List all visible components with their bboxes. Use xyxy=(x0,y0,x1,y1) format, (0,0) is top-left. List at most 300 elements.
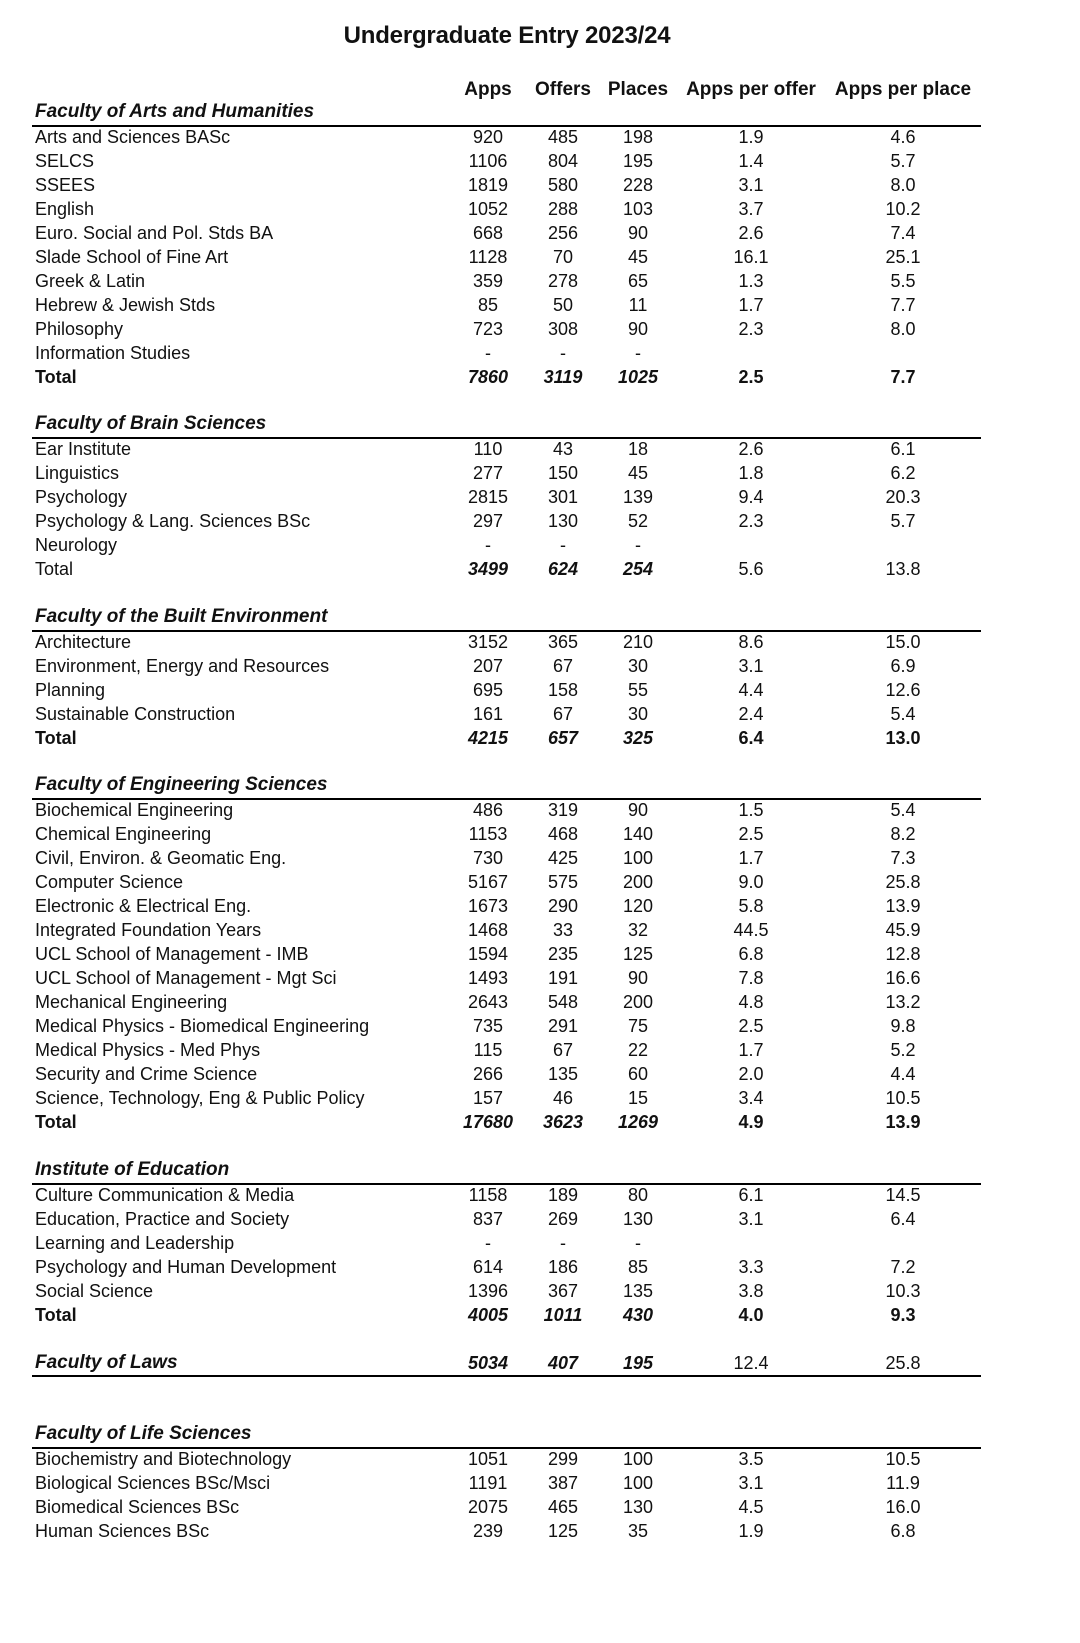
cell-apps-per-place: 7.7 xyxy=(890,367,916,387)
cell-apps-per-place: 11.9 xyxy=(886,1473,920,1493)
cell-apps-per-place: 7.4 xyxy=(890,223,916,243)
cell-places: - xyxy=(635,1233,641,1253)
cell-apps: 486 xyxy=(472,800,504,820)
cell-apps-per-place: 25.8 xyxy=(885,1353,921,1373)
cell-apps-per-offer: 4.0 xyxy=(738,1305,764,1325)
table-row xyxy=(0,317,1080,341)
cell-offers: 186 xyxy=(547,1257,579,1277)
cell-places: 254 xyxy=(622,559,654,579)
table-row xyxy=(0,1183,1080,1207)
cell-places: 32 xyxy=(627,920,649,940)
table-row xyxy=(0,654,1080,678)
cell-apps-per-place: 25.8 xyxy=(885,872,921,892)
section-title: Faculty of the Built Environment xyxy=(35,606,328,627)
cell-apps: 359 xyxy=(472,271,504,291)
total-row xyxy=(0,365,1080,389)
row-label: Planning xyxy=(35,680,106,700)
cell-apps: 695 xyxy=(472,680,504,700)
cell-apps-per-place: 13.8 xyxy=(885,559,921,579)
cell-places: 195 xyxy=(622,151,654,171)
cell-apps: - xyxy=(485,1233,491,1253)
cell-apps-per-place: 8.2 xyxy=(890,824,916,844)
row-label: Total xyxy=(35,728,77,748)
cell-apps-per-place: 13.9 xyxy=(885,1112,921,1132)
cell-offers: 150 xyxy=(547,463,579,483)
cell-offers: 407 xyxy=(547,1353,579,1373)
cell-apps: 2815 xyxy=(467,487,509,507)
table-row xyxy=(0,293,1080,317)
cell-places: 11 xyxy=(628,295,648,315)
cell-offers: 43 xyxy=(552,439,574,459)
cell-offers: 125 xyxy=(547,1521,579,1541)
cell-apps-per-place: 10.5 xyxy=(885,1088,921,1108)
cell-places: 135 xyxy=(622,1281,654,1301)
cell-apps-per-place: 8.0 xyxy=(890,175,916,195)
cell-apps-per-offer: 2.5 xyxy=(738,824,764,844)
column-header-apps-per-offer: Apps per offer xyxy=(686,79,816,100)
cell-apps-per-offer: 1.7 xyxy=(738,295,764,315)
cell-apps: 277 xyxy=(472,463,504,483)
cell-apps-per-place: 8.0 xyxy=(890,319,916,339)
table-row xyxy=(0,533,1080,557)
cell-apps-per-place: 4.4 xyxy=(890,1064,916,1084)
row-label: Mechanical Engineering xyxy=(35,992,228,1012)
table-row xyxy=(0,1471,1080,1495)
cell-offers: 548 xyxy=(547,992,579,1012)
table-row xyxy=(0,702,1080,726)
cell-places: 200 xyxy=(622,992,654,1012)
cell-offers: 288 xyxy=(547,199,579,219)
cell-places: 90 xyxy=(627,319,649,339)
cell-offers: 3119 xyxy=(543,367,583,387)
section-title: Faculty of Engineering Sciences xyxy=(35,774,328,795)
table-row xyxy=(0,341,1080,365)
table-row xyxy=(0,1038,1080,1062)
cell-apps: 5167 xyxy=(467,872,509,892)
cell-apps-per-offer: 6.1 xyxy=(738,1185,764,1205)
cell-apps: 920 xyxy=(472,127,504,147)
row-label: Psychology xyxy=(35,487,128,507)
cell-apps-per-offer: 5.6 xyxy=(738,559,764,579)
cell-apps: 837 xyxy=(472,1209,504,1229)
row-label: Learning and Leadership xyxy=(35,1233,235,1253)
table-row xyxy=(0,461,1080,485)
cell-apps-per-offer: 8.6 xyxy=(738,632,764,652)
row-label: Information Studies xyxy=(35,343,191,363)
table-row xyxy=(0,245,1080,269)
cell-offers: 33 xyxy=(552,920,574,940)
cell-apps: 1191 xyxy=(468,1473,508,1493)
cell-apps: 2075 xyxy=(467,1497,509,1517)
cell-apps-per-place: 4.6 xyxy=(890,127,916,147)
table-row xyxy=(0,125,1080,149)
cell-places: 139 xyxy=(622,487,654,507)
cell-apps-per-place: 16.6 xyxy=(885,968,921,988)
row-label: Linguistics xyxy=(35,463,120,483)
cell-apps: 110 xyxy=(473,439,503,459)
cell-apps-per-place: 6.8 xyxy=(890,1521,916,1541)
cell-apps-per-place: 5.2 xyxy=(890,1040,916,1060)
cell-offers: 46 xyxy=(552,1088,574,1108)
cell-places: - xyxy=(635,343,641,363)
cell-apps: 1396 xyxy=(467,1281,509,1301)
cell-apps: 1468 xyxy=(467,920,509,940)
cell-apps: 1128 xyxy=(468,247,508,267)
cell-offers: 130 xyxy=(547,511,579,531)
cell-apps: 115 xyxy=(473,1040,503,1060)
cell-offers: 657 xyxy=(547,728,579,748)
cell-apps: 614 xyxy=(472,1257,504,1277)
cell-apps: 1493 xyxy=(467,968,509,988)
cell-apps-per-place: 6.9 xyxy=(890,656,916,676)
cell-apps-per-place: 9.3 xyxy=(890,1305,916,1325)
cell-offers: 191 xyxy=(547,968,579,988)
cell-apps-per-offer: 6.4 xyxy=(738,728,764,748)
cell-apps-per-place: 5.5 xyxy=(890,271,916,291)
cell-apps-per-place: 6.1 xyxy=(890,439,916,459)
cell-places: 130 xyxy=(622,1209,654,1229)
cell-places: 65 xyxy=(627,271,649,291)
cell-places: 210 xyxy=(622,632,654,652)
table-row xyxy=(0,1495,1080,1519)
cell-offers: 580 xyxy=(547,175,579,195)
table-row xyxy=(0,798,1080,822)
cell-offers: 367 xyxy=(547,1281,579,1301)
row-label: Arts and Sciences BASc xyxy=(35,127,231,147)
cell-offers: 256 xyxy=(547,223,579,243)
cell-offers: 235 xyxy=(547,944,579,964)
cell-places: 22 xyxy=(627,1040,649,1060)
cell-apps-per-offer: 3.1 xyxy=(738,656,764,676)
cell-apps-per-offer: 3.8 xyxy=(738,1281,764,1301)
cell-apps-per-offer: 3.4 xyxy=(738,1088,764,1108)
cell-apps-per-place: 13.9 xyxy=(885,896,921,916)
cell-offers: 135 xyxy=(547,1064,579,1084)
table-row xyxy=(0,269,1080,293)
row-label: Psychology & Lang. Sciences BSc xyxy=(35,511,311,531)
cell-apps-per-offer: 3.3 xyxy=(738,1257,764,1277)
cell-places: 228 xyxy=(622,175,654,195)
cell-places: 325 xyxy=(622,728,654,748)
row-label: Neurology xyxy=(35,535,118,555)
row-label: Ear Institute xyxy=(35,439,132,459)
table-row xyxy=(0,1207,1080,1231)
row-label: Total xyxy=(35,1305,77,1325)
cell-apps-per-place: 6.4 xyxy=(890,1209,916,1229)
row-label: Education, Practice and Society xyxy=(35,1209,290,1229)
cell-apps-per-offer: 2.3 xyxy=(738,511,764,531)
cell-apps: - xyxy=(485,343,491,363)
cell-offers: 804 xyxy=(547,151,579,171)
cell-offers: 1011 xyxy=(543,1305,583,1325)
cell-places: 125 xyxy=(622,944,654,964)
cell-apps: 7860 xyxy=(467,367,509,387)
cell-offers: 319 xyxy=(547,800,579,820)
table-row xyxy=(0,1086,1080,1110)
cell-apps-per-offer: 1.9 xyxy=(738,127,764,147)
row-label: Biochemistry and Biotechnology xyxy=(35,1449,292,1469)
cell-places: 15 xyxy=(627,1088,649,1108)
cell-apps-per-place: 10.3 xyxy=(885,1281,921,1301)
page-title: Undergraduate Entry 2023/24 xyxy=(343,22,671,49)
cell-apps: 3152 xyxy=(467,632,509,652)
cell-apps: - xyxy=(485,535,491,555)
cell-apps-per-offer: 12.4 xyxy=(733,1353,769,1373)
cell-places: 140 xyxy=(622,824,654,844)
cell-apps-per-offer: 2.4 xyxy=(738,704,764,724)
cell-offers: - xyxy=(560,535,566,555)
cell-apps-per-offer: 3.1 xyxy=(738,175,764,195)
cell-offers: 301 xyxy=(547,487,579,507)
cell-apps: 723 xyxy=(472,319,504,339)
cell-offers: 290 xyxy=(547,896,579,916)
row-label: Sustainable Construction xyxy=(35,704,236,724)
cell-places: 52 xyxy=(627,511,649,531)
row-label: Biomedical Sciences BSc xyxy=(35,1497,240,1517)
cell-apps-per-place: 5.7 xyxy=(890,511,916,531)
cell-apps-per-offer: 2.0 xyxy=(738,1064,764,1084)
cell-offers: - xyxy=(560,1233,566,1253)
cell-apps-per-place: 16.0 xyxy=(885,1497,921,1517)
cell-places: 1025 xyxy=(617,367,659,387)
faculty-summary-row xyxy=(0,1351,1080,1375)
section-divider xyxy=(32,1375,981,1377)
cell-apps-per-offer: 9.4 xyxy=(738,487,764,507)
row-label: Electronic & Electrical Eng. xyxy=(35,896,252,916)
cell-apps: 239 xyxy=(472,1521,504,1541)
cell-places: 30 xyxy=(627,704,649,724)
table-row xyxy=(0,966,1080,990)
row-label: Total xyxy=(35,559,74,579)
cell-apps: 730 xyxy=(472,848,504,868)
total-row xyxy=(0,1303,1080,1327)
cell-apps-per-offer: 7.8 xyxy=(738,968,764,988)
cell-places: 90 xyxy=(627,223,649,243)
cell-apps-per-place: 5.7 xyxy=(890,151,916,171)
row-label: Philosophy xyxy=(35,319,124,339)
row-label: Civil, Environ. & Geomatic Eng. xyxy=(35,848,287,868)
cell-apps-per-offer: 1.7 xyxy=(738,1040,764,1060)
cell-apps: 1819 xyxy=(467,175,509,195)
row-label: Greek & Latin xyxy=(35,271,146,291)
row-label: UCL School of Management - Mgt Sci xyxy=(35,968,337,988)
cell-apps-per-place: 13.2 xyxy=(885,992,921,1012)
row-label: English xyxy=(35,199,95,219)
cell-apps-per-place: 13.0 xyxy=(885,728,921,748)
table-row xyxy=(0,221,1080,245)
cell-offers: 365 xyxy=(547,632,579,652)
row-label: Human Sciences BSc xyxy=(35,1521,210,1541)
cell-apps-per-place: 10.2 xyxy=(885,199,921,219)
table-row xyxy=(0,437,1080,461)
cell-apps: 161 xyxy=(472,704,504,724)
column-header-offers: Offers xyxy=(535,79,591,100)
cell-apps-per-place: 5.4 xyxy=(890,800,916,820)
table-row xyxy=(0,630,1080,654)
cell-apps: 17680 xyxy=(462,1112,514,1132)
cell-apps: 207 xyxy=(472,656,504,676)
cell-offers: - xyxy=(560,343,566,363)
cell-places: 200 xyxy=(622,872,654,892)
cell-apps: 5034 xyxy=(467,1353,509,1373)
cell-apps-per-offer: 2.6 xyxy=(738,223,764,243)
cell-apps-per-offer: 2.3 xyxy=(738,319,764,339)
cell-apps-per-offer: 5.8 xyxy=(738,896,764,916)
cell-offers: 67 xyxy=(552,656,574,676)
cell-places: 85 xyxy=(627,1257,649,1277)
table-row xyxy=(0,149,1080,173)
table-row xyxy=(0,942,1080,966)
cell-apps-per-place: 5.4 xyxy=(890,704,916,724)
cell-places: - xyxy=(635,535,641,555)
row-label: UCL School of Management - IMB xyxy=(35,944,309,964)
cell-offers: 425 xyxy=(547,848,579,868)
row-label: Total xyxy=(35,1112,77,1132)
cell-places: 90 xyxy=(627,800,649,820)
cell-offers: 291 xyxy=(547,1016,579,1036)
row-label: Psychology and Human Development xyxy=(35,1257,337,1277)
table-row xyxy=(0,846,1080,870)
cell-apps: 1594 xyxy=(467,944,509,964)
cell-apps-per-offer: 4.4 xyxy=(738,680,764,700)
cell-offers: 189 xyxy=(547,1185,579,1205)
cell-apps-per-place: 20.3 xyxy=(885,487,921,507)
cell-apps-per-offer: 1.9 xyxy=(738,1521,764,1541)
row-label: Medical Physics - Med Phys xyxy=(35,1040,261,1060)
table-row xyxy=(0,1519,1080,1543)
row-label: Environment, Energy and Resources xyxy=(35,656,330,676)
cell-offers: 70 xyxy=(552,247,574,267)
cell-apps-per-place: 15.0 xyxy=(885,632,921,652)
cell-apps-per-offer: 6.8 xyxy=(738,944,764,964)
cell-apps-per-offer: 44.5 xyxy=(733,920,769,940)
row-label: Security and Crime Science xyxy=(35,1064,258,1084)
row-label: Euro. Social and Pol. Stds BA xyxy=(35,223,274,243)
cell-apps-per-offer: 4.8 xyxy=(738,992,764,1012)
cell-apps-per-place: 9.8 xyxy=(890,1016,916,1036)
table-row xyxy=(0,990,1080,1014)
cell-places: 430 xyxy=(622,1305,654,1325)
cell-apps: 1106 xyxy=(468,151,508,171)
row-label: Culture Communication & Media xyxy=(35,1185,295,1205)
cell-apps-per-place: 12.8 xyxy=(885,944,921,964)
cell-offers: 465 xyxy=(547,1497,579,1517)
cell-apps-per-offer: 1.5 xyxy=(738,800,764,820)
cell-offers: 158 xyxy=(547,680,579,700)
section-title: Faculty of Laws xyxy=(35,1352,178,1373)
cell-apps-per-offer: 3.1 xyxy=(738,1473,764,1493)
row-label: SSEES xyxy=(35,175,96,195)
row-label: Social Science xyxy=(35,1281,154,1301)
cell-places: 80 xyxy=(627,1185,649,1205)
table-row xyxy=(0,197,1080,221)
cell-offers: 3623 xyxy=(542,1112,584,1132)
row-label: Slade School of Fine Art xyxy=(35,247,229,267)
cell-apps: 668 xyxy=(472,223,504,243)
cell-offers: 387 xyxy=(547,1473,579,1493)
cell-apps-per-offer: 1.4 xyxy=(738,151,764,171)
total-row xyxy=(0,1110,1080,1134)
cell-places: 45 xyxy=(627,463,649,483)
cell-apps: 157 xyxy=(472,1088,504,1108)
row-label: Hebrew & Jewish Stds xyxy=(35,295,216,315)
cell-places: 75 xyxy=(627,1016,649,1036)
table-row xyxy=(0,870,1080,894)
row-label: SELCS xyxy=(35,151,95,171)
section-title: Faculty of Brain Sciences xyxy=(35,413,267,434)
cell-places: 55 xyxy=(627,680,649,700)
cell-places: 90 xyxy=(627,968,649,988)
cell-apps: 1673 xyxy=(467,896,509,916)
cell-places: 100 xyxy=(622,848,654,868)
cell-places: 100 xyxy=(622,1473,654,1493)
cell-offers: 67 xyxy=(552,704,574,724)
cell-apps: 1158 xyxy=(468,1185,508,1205)
table-row xyxy=(0,918,1080,942)
table-row xyxy=(0,1014,1080,1038)
cell-apps-per-offer: 9.0 xyxy=(738,872,764,892)
table-row xyxy=(0,173,1080,197)
row-label: Chemical Engineering xyxy=(35,824,212,844)
table-row xyxy=(0,822,1080,846)
cell-apps-per-offer: 3.1 xyxy=(738,1209,764,1229)
cell-offers: 575 xyxy=(547,872,579,892)
column-header-apps: Apps xyxy=(464,79,512,100)
row-label: Science, Technology, Eng & Public Policy xyxy=(35,1088,365,1108)
cell-apps-per-place: 45.9 xyxy=(885,920,921,940)
cell-places: 35 xyxy=(627,1521,649,1541)
cell-apps-per-offer: 3.5 xyxy=(738,1449,764,1469)
cell-places: 120 xyxy=(622,896,654,916)
cell-apps-per-place: 10.5 xyxy=(885,1449,921,1469)
cell-apps: 1051 xyxy=(467,1449,509,1469)
cell-apps: 297 xyxy=(472,511,504,531)
cell-places: 103 xyxy=(622,199,654,219)
cell-apps: 4005 xyxy=(467,1305,509,1325)
cell-apps-per-place: 12.6 xyxy=(885,680,921,700)
cell-places: 30 xyxy=(627,656,649,676)
cell-apps: 1052 xyxy=(467,199,509,219)
cell-apps-per-offer: 2.5 xyxy=(738,1016,764,1036)
cell-offers: 308 xyxy=(547,319,579,339)
cell-apps-per-offer: 1.8 xyxy=(738,463,764,483)
total-row xyxy=(0,726,1080,750)
cell-places: 100 xyxy=(622,1449,654,1469)
cell-apps-per-place: 6.2 xyxy=(890,463,916,483)
table-row xyxy=(0,509,1080,533)
cell-places: 60 xyxy=(627,1064,649,1084)
table-row xyxy=(0,1062,1080,1086)
column-header-apps-per-place: Apps per place xyxy=(834,79,972,100)
table-row xyxy=(0,1255,1080,1279)
cell-offers: 485 xyxy=(547,127,579,147)
cell-offers: 468 xyxy=(547,824,579,844)
cell-offers: 299 xyxy=(547,1449,579,1469)
table-row xyxy=(0,485,1080,509)
cell-apps: 266 xyxy=(472,1064,504,1084)
cell-places: 130 xyxy=(622,1497,654,1517)
row-label: Architecture xyxy=(35,632,132,652)
cell-apps-per-offer: 2.5 xyxy=(738,367,764,387)
total-row xyxy=(0,557,1080,581)
cell-offers: 278 xyxy=(547,271,579,291)
cell-apps-per-offer: 1.7 xyxy=(738,848,764,868)
cell-apps: 3499 xyxy=(467,559,509,579)
cell-apps-per-place: 14.5 xyxy=(885,1185,921,1205)
cell-apps-per-offer: 3.7 xyxy=(738,199,764,219)
cell-places: 18 xyxy=(627,439,649,459)
table-row xyxy=(0,1231,1080,1255)
